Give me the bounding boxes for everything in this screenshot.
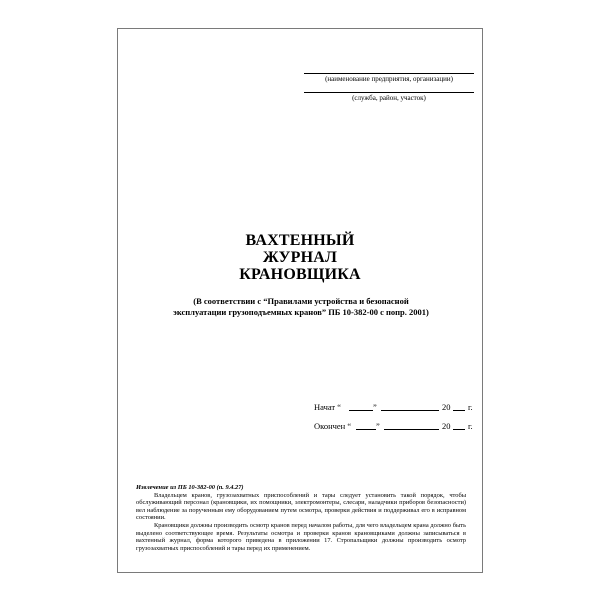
organization-name-line <box>304 73 474 74</box>
finished-year-prefix: 20 <box>442 421 451 431</box>
finished-quote-close: ” <box>376 421 380 431</box>
started-date-row <box>314 401 484 413</box>
organization-caption: (наименование предприятия, организации) <box>325 75 453 83</box>
started-year-prefix: 20 <box>442 402 451 412</box>
started-year-suffix: г. <box>468 402 473 412</box>
extract-paragraph-2: Крановщики должны производить осмотр кранов перед началом работы, для чего владельцем крана должно быть выделено соответствующее время. Результаты осмотра и проверки кранов крановщиками должны записываться в вахтенный журнал, форма которого приведена в приложении 17. Стропальщики должны производить осмотр грузозахватных приспособлений и тары перед их применением. <box>136 521 466 552</box>
department-line <box>304 92 474 93</box>
finished-year-suffix: г. <box>468 421 473 431</box>
extract-paragraph-1: Владельцем кранов, грузозахватных приспособлений и тары следует установить такой порядок, чтобы обслуживающий персонал (крановщики, их помощники, электромонтеры, слесари, наладчики приборов безопасности) вел наблюдение за порученным ему оборудованием путем осмотра, проверки действия и поддерживал его в исправном состоянии. <box>136 491 466 522</box>
finished-date-row <box>314 420 484 432</box>
title-line-2: ЖУРНАЛ <box>262 249 338 266</box>
started-year-blank <box>453 401 465 411</box>
finished-day-blank <box>356 420 376 430</box>
title-line-3: КРАНОВЩИКА <box>239 266 361 283</box>
finished-year-blank <box>453 420 465 430</box>
title-line-1: ВАХТЕННЫЙ <box>245 232 355 249</box>
finished-label: Окончен “ <box>314 421 352 431</box>
started-month-blank <box>381 401 439 411</box>
regulation-extract <box>136 484 466 552</box>
started-quote-close: ” <box>373 402 377 412</box>
subtitle-line-2: эксплуатации грузоподъемных кранов” ПБ 10-382-00 с попр. 2001) <box>173 307 429 317</box>
started-day-blank <box>349 401 373 411</box>
extract-reference: Извлечение из ПБ 10-382-00 (п. 9.4.27) <box>136 484 244 491</box>
journal-cover-page <box>117 28 483 573</box>
finished-month-blank <box>384 420 439 430</box>
department-caption: (служба, район, участок) <box>352 94 426 102</box>
subtitle-line-1: (В соответствии с “Правилами устройства и безопасной <box>193 296 409 306</box>
started-label: Начат “ <box>314 402 342 412</box>
